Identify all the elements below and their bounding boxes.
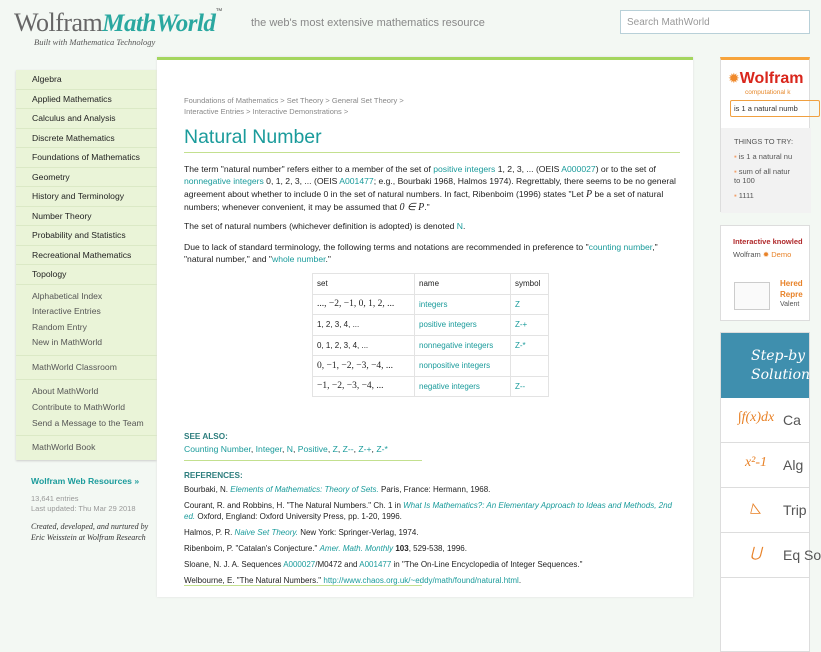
breadcrumb-link[interactable]: Set Theory xyxy=(286,96,324,105)
logo-wolfram: Wolfram xyxy=(14,8,103,37)
table-cell-link[interactable]: Z xyxy=(511,294,549,315)
last-updated: Last updated: Thu Mar 29 2018 xyxy=(31,504,136,513)
link[interactable]: whole number xyxy=(271,254,326,265)
link[interactable]: Z-+ xyxy=(358,444,372,454)
wolfram-alpha-widget xyxy=(720,57,810,212)
text: Amer. Math. Monthly xyxy=(319,544,394,553)
text: Courant, R. and Robbins, H. "The Natural Numbers." Ch. 1 in xyxy=(184,501,404,510)
link[interactable]: nonnegative integers xyxy=(184,176,264,187)
table-cell-set: 1, 2, 3, 4, ... xyxy=(313,315,415,336)
wa-query-input[interactable]: is 1 a natural numb xyxy=(730,100,820,117)
link[interactable]: Integer xyxy=(255,444,282,454)
page-title: Natural Number xyxy=(184,126,322,148)
text: , xyxy=(281,444,287,454)
text: 103 xyxy=(395,544,409,553)
sidebar-item-category[interactable]: Discrete Mathematics xyxy=(16,129,157,149)
link[interactable]: Counting Number xyxy=(184,444,251,454)
table-row xyxy=(313,376,549,397)
sidebar-item-about[interactable]: Contribute to MathWorld xyxy=(32,402,125,413)
reference-item xyxy=(184,543,684,554)
interactive-knowledge-widget xyxy=(720,225,810,321)
step-icon: ◺ xyxy=(750,501,762,516)
search-input[interactable]: Search MathWorld xyxy=(620,10,810,34)
sidebar-item-category[interactable]: Number Theory xyxy=(16,207,157,227)
demo-thumbnail[interactable] xyxy=(734,282,770,310)
sidebar-item-about[interactable]: Send a Message to the Team xyxy=(32,417,144,428)
see-also-links xyxy=(184,443,684,455)
text: The set of natural numbers (whichever definition is adopted) is denoted xyxy=(184,221,457,231)
sidebar-item-category[interactable]: Foundations of Mathematics xyxy=(16,148,157,168)
step-label[interactable]: Eq So xyxy=(783,547,821,563)
step-label[interactable]: Ca xyxy=(783,412,801,428)
text: Halmos, P. R. xyxy=(184,528,235,537)
sidebar-item-category[interactable]: Applied Mathematics xyxy=(16,90,157,110)
text: Sloane, N. J. A. Sequences xyxy=(184,560,284,569)
table-cell-link[interactable]: nonpositive integers xyxy=(415,356,511,377)
credit: Created, developed, and nurtured by Eric Weisstein at Wolfram Research xyxy=(31,522,149,542)
text: Due to lack of standard terminology, the following terms and notations are recommended in preference to " xyxy=(184,242,589,252)
paragraph-definition xyxy=(184,163,684,214)
text: , xyxy=(327,444,333,454)
logo-tm: ™ xyxy=(215,8,223,15)
sidebar-classroom[interactable]: MathWorld Classroom xyxy=(32,361,117,372)
table-cell-link[interactable]: negative integers xyxy=(415,376,511,397)
table-cell-link[interactable] xyxy=(511,356,549,377)
text: ," "natural number," and " xyxy=(184,242,658,265)
text: in "The On-Line Encyclopedia of Integer Sequences." xyxy=(391,560,583,569)
bullet-icon: ▪ xyxy=(734,191,739,200)
breadcrumb-link[interactable]: Interactive Entries xyxy=(184,107,245,116)
bullet-icon: ▪ xyxy=(734,167,739,176)
link[interactable]: A000027 xyxy=(283,560,316,569)
step-icon: x²-1 xyxy=(744,455,768,470)
text: , xyxy=(371,444,377,454)
link[interactable]: N xyxy=(286,444,293,454)
mathworld-logo[interactable] xyxy=(14,8,222,51)
link[interactable]: A000027 xyxy=(561,164,596,174)
text: ) or to the set of xyxy=(595,164,656,174)
table-cell-link[interactable]: Z-- xyxy=(511,376,549,397)
sidebar-book[interactable]: MathWorld Book xyxy=(32,442,96,453)
things-to-try-text[interactable]: 1111 xyxy=(738,191,754,200)
link[interactable]: counting number xyxy=(588,242,653,252)
sidebar-item-about[interactable]: About MathWorld xyxy=(32,386,99,397)
link[interactable]: Z-- xyxy=(342,444,354,454)
ik-demo: Demo xyxy=(771,250,792,259)
text: Ribenboim, P. "Catalan's Conjecture." xyxy=(184,544,320,553)
reference-item xyxy=(184,527,684,538)
things-to-try-item[interactable] xyxy=(734,152,798,161)
math: P xyxy=(585,188,593,200)
link[interactable]: A001477 xyxy=(339,176,374,187)
math: 0 ∈ P xyxy=(399,201,425,213)
link[interactable]: Z-* xyxy=(376,444,388,454)
table-cell-set: ..., −2, −1, 0, 1, 2, ... xyxy=(313,294,415,315)
sidebar-item-category[interactable]: Calculus and Analysis xyxy=(16,109,157,129)
table-row xyxy=(313,315,549,336)
wa-logo-text: Wolfram xyxy=(739,70,804,87)
things-to-try-text[interactable]: is 1 a natural nu xyxy=(738,152,793,161)
paragraph-notation xyxy=(184,220,684,232)
table-cell-link[interactable]: nonnegative integers xyxy=(415,335,511,356)
table-cell-link[interactable]: Z-* xyxy=(511,335,549,356)
table-cell-set: −1, −2, −3, −4, ... xyxy=(313,376,415,397)
step-by-step-row[interactable] xyxy=(721,533,821,578)
text: Welbourne, E. "The Natural Numbers." xyxy=(184,576,324,585)
text: , xyxy=(353,444,359,454)
logo-mathworld: MathWorld xyxy=(102,10,216,37)
table-header xyxy=(313,274,549,295)
text: , xyxy=(337,444,343,454)
ik-wolfram: Wolfram xyxy=(733,250,761,259)
link[interactable]: A001477 xyxy=(359,560,392,569)
wolfram-web-resources-link[interactable]: Wolfram Web Resources » xyxy=(31,476,140,486)
step-by-step-row[interactable] xyxy=(721,443,809,488)
step-by-step-row[interactable] xyxy=(721,398,809,443)
see-also-heading: SEE ALSO: xyxy=(184,432,228,441)
star-icon: ✹ xyxy=(728,70,740,86)
text: 0, 1, 2, 3, ... (OEIS xyxy=(263,176,340,187)
sidebar-item-link[interactable]: Interactive Entries xyxy=(32,306,101,317)
demo-icon: ✹ xyxy=(762,250,770,259)
text: ; e.g., Bourbaki 1968, Halmos 1974). Regrettably, there seems to be no general agreement about whether to include 0 in the set of natural numbers. In fact, Ribenboim (1996) states "Let xyxy=(184,176,676,199)
things-to-try-text[interactable]: sum of all natur to 100 xyxy=(734,167,791,185)
step-label[interactable]: Trip xyxy=(783,502,807,518)
link[interactable]: Z xyxy=(332,444,338,454)
table-row xyxy=(313,356,549,377)
text: , xyxy=(250,444,256,454)
step-icon: ⋃ xyxy=(750,546,762,561)
ik-title: Interactive knowled xyxy=(733,237,803,246)
link[interactable]: http://www.chaos.org.uk/~eddy/math/found/natural.html xyxy=(323,576,519,585)
sidebar-item-category[interactable]: Topology xyxy=(16,265,157,285)
table-header-cell: set xyxy=(313,274,415,295)
text: , 529-538, 1996. xyxy=(408,544,467,553)
demo-title-link[interactable]: Hered Repre xyxy=(780,279,803,299)
text: /M0472 and xyxy=(315,560,360,569)
table-header-cell: symbol xyxy=(511,274,549,295)
bullet-icon: ▪ xyxy=(734,152,739,161)
things-to-try-item[interactable] xyxy=(734,191,798,200)
text: , xyxy=(292,444,298,454)
text: Naive Set Theory. xyxy=(234,528,298,537)
breadcrumb-link[interactable]: Foundations of Mathematics xyxy=(184,96,279,105)
link[interactable]: positive integers xyxy=(433,164,496,174)
step-by-step-widget xyxy=(720,332,821,652)
table-cell-set: 0, −1, −2, −3, −4, ... xyxy=(313,356,415,377)
text: ." xyxy=(325,254,331,265)
table-cell-link[interactable]: positive integers xyxy=(415,315,511,336)
table-cell-link[interactable]: Z-+ xyxy=(511,315,549,336)
terminology-table xyxy=(312,273,549,397)
sidebar xyxy=(16,70,157,460)
text: Oxford, England: Oxford University Press, pp. 1-20, 1996. xyxy=(195,512,402,521)
sidebar-item-link[interactable]: New in MathWorld xyxy=(32,337,103,348)
sidebar-item-link[interactable]: Alphabetical Index xyxy=(32,290,103,301)
step-by-step-row[interactable] xyxy=(721,488,809,533)
logo-subtitle: Built with Mathematica Technology xyxy=(34,37,156,47)
text: . xyxy=(463,221,466,231)
sidebar-item-category[interactable]: History and Terminology xyxy=(16,187,157,207)
tagline: the web's most extensive mathematics resource xyxy=(251,17,485,29)
divider xyxy=(184,585,422,586)
text: The term "natural number" refers either to a member of the set of xyxy=(184,164,434,174)
link[interactable]: N xyxy=(456,221,463,231)
demo-author: Valent xyxy=(780,301,800,308)
table-cell-set: 0, 1, 2, 3, 4, ... xyxy=(313,335,415,356)
breadcrumb-link[interactable]: General Set Theory xyxy=(331,96,398,105)
wa-caption: computational k xyxy=(745,89,791,96)
things-to-try-item[interactable] xyxy=(734,167,798,185)
reference-item xyxy=(184,559,684,570)
breadcrumb: Foundations of Mathematics > Set Theory > General Set Theory > Interactive Entries > Interactive Demonstrations > xyxy=(184,96,404,116)
references-heading: REFERENCES: xyxy=(184,471,243,480)
divider xyxy=(184,460,422,461)
main-content xyxy=(157,57,693,597)
reference-item xyxy=(184,500,684,522)
sidebar-item-category[interactable]: Recreational Mathematics xyxy=(16,246,157,266)
divider xyxy=(184,152,680,153)
link[interactable]: Positive xyxy=(297,444,328,454)
text: Elements of Mathematics: Theory of Sets. xyxy=(230,485,379,494)
text: Bourbaki, N. xyxy=(184,485,231,494)
sidebar-item-link[interactable]: Random Entry xyxy=(32,321,87,332)
table-cell-link[interactable]: integers xyxy=(415,294,511,315)
entries-count: 13,641 entries xyxy=(31,494,79,503)
things-to-try-heading: THINGS TO TRY: xyxy=(734,137,794,146)
text: What Is Mathematics?: An Elementary Approach to Ideas and Methods, 2nd ed. xyxy=(184,501,672,521)
text: . xyxy=(518,576,522,585)
text: ." xyxy=(424,201,430,212)
text: New York: Springer-Verlag, 1974. xyxy=(297,528,419,537)
table-row xyxy=(313,335,549,356)
step-label[interactable]: Alg xyxy=(783,457,804,473)
table-header-cell: name xyxy=(415,274,511,295)
sidebar-item-category[interactable]: Geometry xyxy=(16,168,157,188)
table-row xyxy=(313,294,549,315)
text: 1, 2, 3, ... (OEIS xyxy=(495,164,562,174)
step-by-step-title: Step-by Solution xyxy=(721,333,809,398)
step-icon: ∫f(x)dx xyxy=(737,410,775,425)
paragraph-terminology xyxy=(184,241,684,266)
wolfram-alpha-logo xyxy=(728,70,803,88)
text: be a set of natural numbers; whenever convenient, it may be assumed that xyxy=(184,188,664,212)
text: Paris, France: Hermann, 1968. xyxy=(378,485,491,494)
sidebar-item-category[interactable]: Probability and Statistics xyxy=(16,226,157,246)
breadcrumb-link[interactable]: Interactive Demonstrations xyxy=(252,107,342,116)
reference-item xyxy=(184,484,684,495)
sidebar-item-category[interactable]: Algebra xyxy=(16,70,157,90)
